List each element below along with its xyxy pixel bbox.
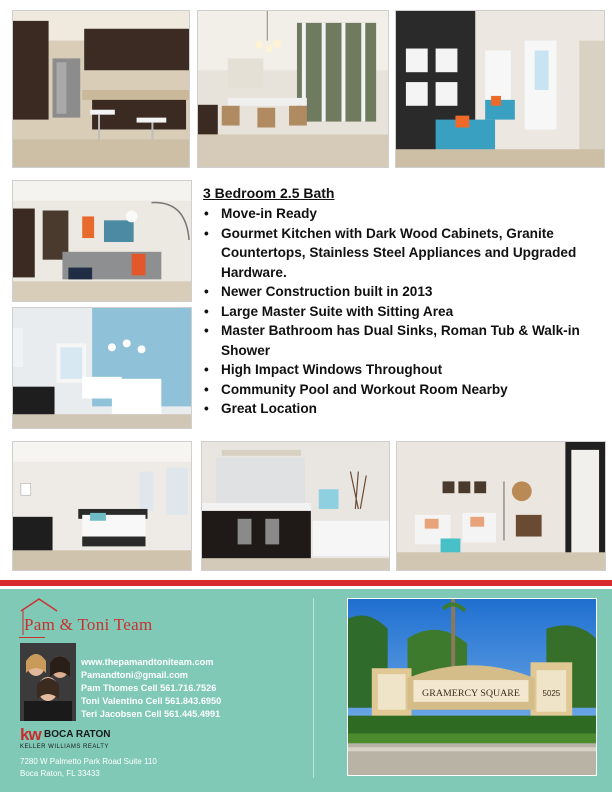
master-bedroom-photo [12,441,192,571]
features-heading: 3 Bedroom 2.5 Bath [203,185,335,201]
kitchen-photo [12,10,190,168]
community-entrance-photo [347,598,597,776]
features-list [203,204,603,419]
nursery-photo [12,307,192,429]
footer-column-divider [313,598,314,778]
sign-community-name: GRAMERCY SQUARE [422,687,520,699]
website-link[interactable]: www.thepamandtoniteam.com [81,657,214,667]
sign-street-number: 5025 [542,688,561,698]
list-item: • Community Pool and Workout Room Nearby [203,380,603,400]
team-name: Pam & Toni Team [24,615,153,634]
brokerage-name: KELLER WILLIAMS REALTY [20,744,109,750]
family-room-photo [12,180,192,302]
agent-phone: Toni Valentino Cell 561.843.6950 [81,696,222,706]
office-address [20,756,157,780]
list-item: • Master Bathroom has Dual Sinks, Roman Tub & Walk-in Shower [203,321,603,360]
list-item: • Move-in Ready [203,204,603,224]
living-room-photo [395,10,605,168]
dining-room-photo [197,10,389,168]
list-item: • High Impact Windows Throughout [203,360,603,380]
agent-phone: Pam Thomes Cell 561.716.7526 [81,683,217,693]
sitting-area-photo [396,441,606,571]
property-features [203,185,603,419]
email-link[interactable]: Pamandtoni@gmail.com [81,670,188,680]
footer-divider-bar [0,580,612,586]
address-line: Boca Raton, FL 33433 [20,769,100,778]
list-item: • Gourmet Kitchen with Dark Wood Cabinets, Granite Countertops, Stainless Steel Appliances and Upgraded Hardware. [203,224,603,283]
list-item: • Great Location [203,399,603,419]
brokerage-city: BOCA RATON [44,729,111,740]
list-item: • Newer Construction built in 2013 [203,282,603,302]
address-line: 7280 W Palmetto Park Road Suite 110 [20,757,157,766]
agents-team-photo [20,643,76,721]
brokerage-logo [20,725,111,750]
team-name-underline [19,637,45,638]
master-bathroom-photo [201,441,390,571]
agent-phone: Teri Jacobsen Cell 561.445.4991 [81,709,221,719]
kw-logo-mark: kw [20,725,41,744]
contact-info [81,656,221,721]
list-item: • Large Master Suite with Sitting Area [203,302,603,322]
